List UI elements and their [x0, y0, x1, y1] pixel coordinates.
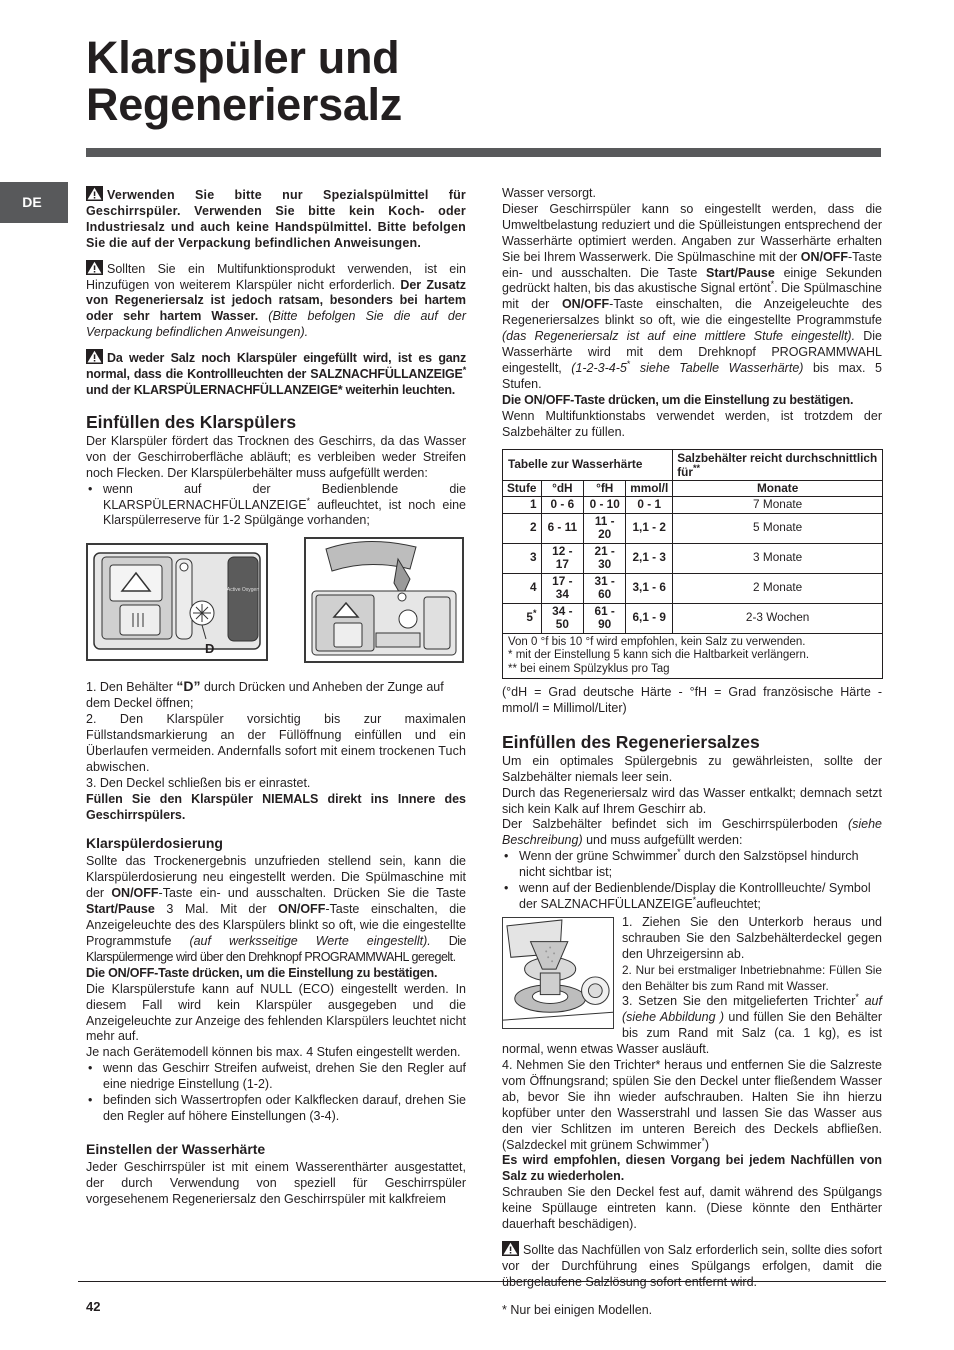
warning-icon — [86, 186, 103, 201]
footnote-mark: * — [626, 358, 631, 369]
footnote-mark: ** — [692, 462, 700, 473]
footnote-mark: * — [502, 1302, 507, 1317]
page-title-line-1: Klarspüler und — [86, 32, 400, 83]
table-cell: 5 Monate — [673, 513, 883, 543]
rinse-aid-caution: Füllen Sie den Klarspüler NIEMALS direkt ins Innere des Geschirrspülers. — [86, 791, 466, 822]
step-1-text: 1. Den Behälter — [86, 680, 173, 695]
table-title-text: Tabelle zur Wasserhärte — [508, 456, 643, 471]
table-cell: 6,1 - 9 — [626, 603, 673, 633]
list-item-text-2: aufleuchtet, ist noch eine Klarspülerreserve für 1-2 Spülgänge vorhanden; — [103, 497, 466, 528]
table-note — [508, 649, 877, 663]
footer-rule — [78, 1281, 886, 1282]
list-item: • wenn das Geschirr Streifen aufweist, drehen Sie den Regler auf eine niedrige Einstellung (1-2). — [86, 1061, 466, 1093]
salt-step-4c: ) — [704, 1137, 710, 1152]
setting-text-5: -Taste einschalten, die Anzeigeleuchte des Regeneriersalzes blinkt so oft, wie die eingestellte Programmstufe — [502, 297, 882, 328]
list-item-text-2: aufleuchtet; — [696, 896, 761, 911]
table-cell: 61 - 90 — [584, 603, 626, 633]
footnote-mark: * — [508, 649, 513, 661]
table-header: °fH — [584, 480, 626, 497]
step-3: 3. Den Deckel schließen bis er einrastet. — [86, 775, 311, 790]
step-2 — [86, 712, 466, 776]
warning-icon — [86, 260, 103, 275]
table-cell: 0 - 10 — [584, 497, 626, 514]
list-item-text-2: durch den Salzstöpsel hindurch nicht sichtbar ist; — [519, 849, 859, 880]
dispenser-illustration — [88, 545, 266, 659]
table-cell: 11 - 20 — [584, 513, 626, 543]
dosage-text-2: -Taste ein- und ausschalten. Drücken Sie die Taste — [158, 886, 466, 901]
table-cell: 17 - 34 — [541, 573, 584, 603]
table-cell: 2 — [503, 513, 542, 543]
setting-text-3: einige Sekunden gedrückt halten, bis das akustische Signal ertönt — [502, 265, 882, 296]
salt-repeat-note: Es wird empfohlen, diesen Vorgang bei jedem Nachfüllen von Salz zu wiederholen. — [502, 1153, 882, 1184]
list-item — [86, 482, 466, 530]
salt-text-3b: (siehe Beschreibung) — [502, 817, 882, 848]
table-cell: 34 - 50 — [541, 603, 584, 633]
warning-icon — [502, 1241, 519, 1256]
table-cell: 0 - 1 — [626, 497, 673, 514]
footnote-mark: * — [306, 495, 311, 506]
table-header-row — [503, 480, 883, 497]
heading-fill-rinse-aid: Einfüllen des Klarspülers — [86, 411, 297, 432]
capacity-title-text: Salzbehälter reicht durchschnittlich für — [677, 450, 878, 479]
dosage-levels: Je nach Gerätemodell können bis max. 4 Stufen eingestellt werden. — [86, 1045, 461, 1060]
setting-text-4: . Die Spülmaschine mit der — [502, 281, 882, 312]
footnote-mark: * — [855, 992, 859, 1003]
warning-multifunction-text: Sollten Sie ein Multifunktionsprodukt verwenden, ist ein Hinzufügen von weiterem Klarspüler nicht erforderlich. — [86, 261, 466, 292]
water-hardness-setting — [502, 202, 882, 393]
rinse-aid-open-figure — [304, 537, 464, 663]
warning-indicators-text-2: und der KLARSPÜLERNACHFÜLLANZEIGE* weiterhin leuchten. — [86, 382, 456, 397]
salt-step-3c: und füllen Sie den Behälter bis zum Rand mit Salz (ca. 1 kg), es ist normal, wenn etwas Wasser ausläuft. — [502, 1010, 882, 1057]
table-cell: 6 - 11 — [541, 513, 584, 543]
table-note-text: bei einem Spülzyklus pro Tag — [520, 662, 670, 675]
list-item-text: Wenn der grüne Schwimmer — [519, 849, 678, 864]
onoff-key: ON/OFF — [278, 902, 326, 917]
heading-rinse-aid-dosage: Klarspülerdosierung — [86, 835, 223, 852]
table-row — [503, 543, 883, 573]
list-item: • befinden sich Wassertropfen oder Kalkflecken darauf, drehen Sie den Regler auf höhere Einstellungen (3-4). — [86, 1093, 466, 1125]
language-tab: DE — [0, 182, 68, 223]
salt-step-1: 1. Ziehen Sie den Unterkorb heraus und schrauben Sie den Salzbehälterdeckel gegen den Uhrzeigersinn ab. — [622, 914, 882, 961]
table-cell: 2-3 Wochen — [673, 603, 883, 633]
table-cell: 12 - 17 — [541, 543, 584, 573]
list-item — [502, 881, 882, 913]
dosage-text-1: Sollte das Trockenergebnis unzufrieden stellend sein, kann die Klarspülerdosierung neu eingestellt werden. Die Spülmaschine mit der — [86, 854, 466, 901]
water-hardness-text: Jeder Geschirrspüler ist mit einem Wasserenthärter ausgestattet, der durch Verwendung von speziell für Geschirrspüler vorgesehenem Regeneriersalz den Geschirrspüler mit kalkfreiem — [86, 1159, 466, 1206]
step-2-text: 2. Den Klarspüler vorsichtig bis zur maximalen Füllstandsmarkierung an der Füllöffnung einfüllen und ein Überlaufen vermeiden. Andernfalls sofort mit einem trockenen Tuch abwischen. — [86, 712, 466, 774]
list-item-text: wenn auf der Bedienblende/Display die Kontrollleuchte/ Symbol der SALZNACHFÜLLANZEIGE — [519, 881, 871, 911]
table-cell — [503, 603, 542, 633]
list-item — [502, 849, 882, 881]
footnote-mark: * — [692, 894, 697, 905]
dosage-text-5: (auf werksseitige Werte eingestellt). — [189, 934, 431, 948]
page-title — [86, 34, 402, 128]
table-cell: 1,1 - 2 — [626, 513, 673, 543]
footnote-mark: * — [770, 279, 775, 290]
setting-text-10: bis max. 5 Stufen. — [502, 360, 882, 391]
table-cell: 21 - 30 — [584, 543, 626, 573]
salt-funnel-figure — [502, 917, 614, 1029]
dosage-text — [86, 854, 466, 965]
page-title-line-2: Regeneriersalz — [86, 79, 402, 130]
right-column — [502, 186, 882, 1319]
setting-text-1: Dieser Geschirrspüler kann so eingestellt werden, dass die Umweltbelastung reduziert und die Spülleistungen entsprechend der Wasserhärte optimiert werden. Angaben zur Wasserhärte erhalten Sie bei Ihrem Wasserwerk. Die Spülmaschine mit der — [502, 201, 882, 264]
table-row — [503, 497, 883, 514]
water-hardness-table — [502, 449, 883, 680]
warning-multifunction-bold: Der Zusatz von Regeneriersalz ist jedoch ratsam, besonders bei hartem oder sehr hartem Wasser. — [86, 277, 466, 324]
salt-step-4a: 4. Nehmen Sie den Trichter* heraus und entfernen Sie die Salzreste vom Öffnungsrand; spülen Sie den Deckel unter fließendem Wasser ab, bevor Sie ihn wieder aufschrauben. — [502, 1058, 882, 1104]
table-header: °dH — [541, 480, 584, 497]
table-row — [503, 603, 883, 633]
rinse-aid-dispenser-figure — [86, 543, 268, 661]
table-cell: 2 Monate — [673, 573, 883, 603]
title-rule — [86, 148, 881, 157]
table-cell: 0 - 6 — [541, 497, 584, 514]
start-pause-key: Start/Pause — [706, 265, 775, 280]
warning-detergent-text: Verwenden Sie bitte nur Spezialspülmittel für Geschirrspüler. Verwenden Sie bitte kein Koch- oder Industriesalz und auch keine Handspülmittel. Bitte befolgen Sie die auf der Verpackung befindlichen Anweisungen. — [86, 188, 466, 250]
table-cell: 7 Monate — [673, 497, 883, 514]
dosage-confirm: Die ON/OFF-Taste drücken, um die Einstellung zu bestätigen. — [86, 965, 438, 980]
table-cell: 3,1 - 6 — [626, 573, 673, 603]
heading-water-hardness: Einstellen der Wasserhärte — [86, 1140, 266, 1157]
list-item-text: wenn auf der Bedienblende die KLARSPÜLERNACHFÜLLANZEIGE — [103, 481, 466, 512]
onoff-key: ON/OFF — [800, 249, 848, 264]
dosage-null: Die Klarspülerstufe kann auf NULL (ECO) eingestellt werden. In diesem Fall wird kein Klarspüler ausgegeben und die Anzeigeleuchte zur Anzeige des fehlenden Klarspülers leuchtet nicht mehr auf. — [86, 981, 466, 1044]
table-note-text: mit der Einstellung 5 kann sich die Haltbarkeit verlängern. — [515, 649, 810, 661]
onoff-key: ON/OFF — [561, 297, 610, 312]
table-header: mmol/l — [626, 480, 673, 497]
salt-step-3a: 3. Setzen Sie den mitgelieferten Trichter — [622, 994, 856, 1009]
step-1-d: “D” — [176, 678, 201, 695]
footnote — [502, 1303, 882, 1319]
salt-warning — [502, 1241, 882, 1291]
footnote-mark: * — [701, 1135, 705, 1146]
salt-list — [502, 849, 882, 913]
footnote-mark: * — [462, 365, 466, 376]
salt-screw-note: Schrauben Sie den Deckel fest auf, damit während des Spülgangs keine Spüllauge eintreten kann. (Diese könnte den Enthärter dauerhaft beschädigen). — [502, 1185, 882, 1232]
salt-text-3 — [502, 817, 882, 849]
warning-multifunction-note: (Bitte befolgen Sie die auf der Verpackung befindlichen Anweisungen). — [86, 309, 466, 340]
table-cell: 2,1 - 3 — [626, 543, 673, 573]
salt-steps — [502, 915, 882, 1154]
table-cell: 3 Monate — [673, 543, 883, 573]
table-capacity-title — [673, 449, 883, 480]
salt-step-2: 2. Nur bei erstmaliger Inbetriebnahme: Füllen Sie den Behälter bis zum Rand mit Wasser. — [622, 962, 882, 993]
salt-text-1: Um ein optimales Spülergebnis zu gewährleisten, sollte der Salzbehälter niemals leer sein. — [502, 753, 882, 784]
heading-fill-salt: Einfüllen des Regeneriersalzes — [502, 731, 760, 752]
setting-text-8: (1-2-3-4-5 — [571, 360, 627, 375]
footnote-mark: * — [677, 847, 681, 858]
warning-multifunction — [86, 260, 466, 342]
table-note: Von 0 °f bis 10 °f wird empfohlen, kein Salz zu verwenden. — [508, 635, 806, 648]
setting-text-9: siehe Tabelle Wasserhärte) — [639, 360, 804, 375]
fill-rinse-aid-list — [86, 482, 466, 530]
salt-step-3b: auf (siehe Abbildung ) — [622, 994, 882, 1025]
setting-text-7: Die Wasserhärte wird mit dem Drehknopf PROGRAMMWAHL eingestellt, — [502, 329, 882, 375]
level-5: 5 — [526, 610, 533, 625]
table-notes-row — [503, 633, 883, 679]
salt-text-2: Durch das Regeneriersalz wird das Wasser entkalkt; demnach setzt sich kein Kalk auf Ihrem Geschirr ab. — [502, 785, 882, 816]
salt-text-3c: und muss aufgefüllt werden: — [586, 833, 743, 848]
multitabs-note: Wenn Multifunktionstabs verwendet werden, ist trotzdem der Salzbehälter zu füllen. — [502, 408, 882, 439]
footnote-mark: ** — [508, 662, 517, 675]
warning-detergent — [86, 186, 466, 252]
open-lid-illustration — [306, 539, 462, 661]
unit-legend: (°dH = Grad deutsche Härte - °fH = Grad französische Härte - mmol/l = Millimol/Liter) — [502, 685, 882, 715]
water-confirm: Die ON/OFF-Taste drücken, um die Einstellung zu bestätigen. — [502, 392, 854, 407]
step-1 — [86, 679, 466, 712]
salt-step-4b: Halten Sie ihn hierzu kopfüber unter den Wasserstrahl und lassen Sie das Wasser aus den vier Schlitzen im unteren Bereich des Deckels abfließen. (Salzdeckel mit grünem Schwimmer — [502, 1089, 882, 1152]
table-title-row — [503, 449, 883, 480]
table-cell: 4 — [503, 573, 542, 603]
salt-step-4 — [502, 1058, 882, 1153]
page-number: 42 — [86, 1299, 101, 1314]
dosage-text-4: -Taste einschalten, die Anzeigeleuchte des des Klarspülers blinkt so oft, wie die eingestellte Programmstufe — [86, 902, 466, 948]
step-1-text-2: durch Drücken und Anheben der Zunge auf dem Deckel öffnen; — [86, 680, 444, 711]
left-column — [86, 186, 466, 1208]
salt-text-3a: Der Salzbehälter befindet sich im Geschirrspülerboden — [502, 817, 838, 832]
start-pause-key: Start/Pause — [86, 902, 155, 917]
table-cell: 31 - 60 — [584, 573, 626, 603]
footnote-mark: * — [532, 608, 537, 619]
figure-label-d: D — [205, 641, 215, 657]
table-row — [503, 573, 883, 603]
active-oxygen-label: Active Oxygen — [226, 587, 260, 594]
setting-text-6: (das Regeneriersalz ist auf eine mittlere Stufe eingestellt). — [502, 329, 856, 344]
table-title — [503, 449, 673, 480]
onoff-key: ON/OFF — [111, 886, 159, 901]
warning-indicators — [86, 349, 466, 399]
water-hardness-continued: Wasser versorgt. — [502, 186, 597, 200]
table-cell: 1 — [503, 497, 542, 514]
table-cell: 3 — [503, 543, 542, 573]
footnote-text: Nur bei einigen Modellen. — [510, 1302, 653, 1317]
table-row — [503, 513, 883, 543]
dosage-list — [86, 1061, 466, 1125]
dosage-text-3: 3 Mal. Mit der — [166, 902, 267, 917]
table-header: Stufe — [503, 480, 542, 497]
warning-indicators-text: Da weder Salz noch Klarspüler eingefüllt wird, ist es ganz normal, dass die Kontrollleuchten der SALZNACHFÜLLANZEIGE — [86, 351, 466, 382]
setting-text-2: -Taste ein- und ausschalten. Die Taste — [502, 249, 882, 280]
table-header: Monate — [673, 480, 883, 497]
fill-rinse-aid-text: Der Klarspüler fördert das Trocknen des Geschirrs, da das Wasser von der Geschirroberfläche abläuft; es verbleiben weder Streifen noch Flecken. Der Klarspülerbehälter muss aufgefüllt werden: — [86, 433, 466, 480]
salt-warning-text: Sollte das Nachfüllen von Salz erforderlich sein, sollte dies sofort vor der Durchführung eines Spülgangs erfolgen, damit die — [502, 1243, 882, 1273]
dosage-text-6: Die Klarspülermenge wird über den Drehknopf PROGRAMMWAHL geregelt. — [86, 934, 466, 964]
rinse-aid-figures — [86, 543, 466, 671]
table-notes — [503, 633, 883, 679]
table-note — [508, 663, 877, 677]
warning-icon — [86, 349, 103, 364]
